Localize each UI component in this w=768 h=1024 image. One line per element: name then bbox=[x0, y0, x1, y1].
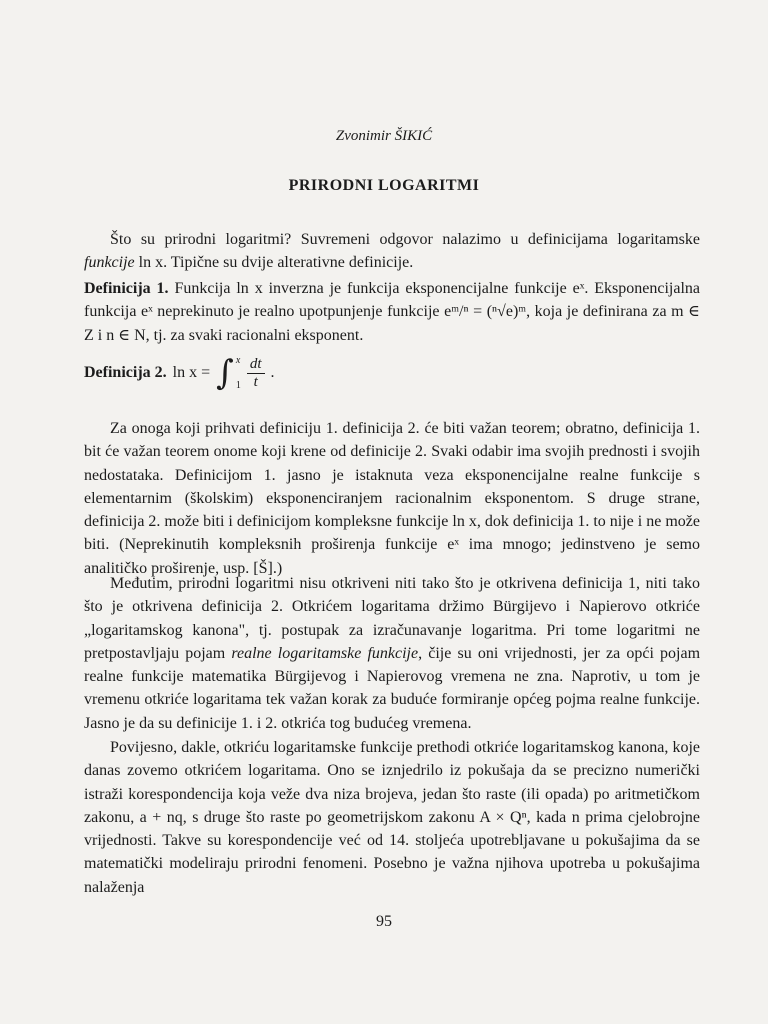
author-name: Zvonimir ŠIKIĆ bbox=[335, 128, 433, 144]
integral-lower-limit: 1 bbox=[235, 380, 241, 391]
intro-emphasis: funkcije bbox=[84, 254, 135, 272]
integrand-fraction bbox=[247, 356, 265, 391]
intro-block bbox=[84, 228, 700, 275]
fraction-numerator: dt bbox=[247, 356, 265, 374]
paragraph-2-before: Međutim, prirodni logaritmi nisu otkriveni niti tako što je otkrivena definicija 1, niti tako što je otkrivena definicija 2. Otkrićem logaritama držimo Bürgijevo i Napierovo otkriće „logaritamskog kanona", tj. postupak za izračunavanje logaritma. Pri tome logaritmi ne pretpostavljaju pojam bbox=[84, 575, 700, 662]
definition-1 bbox=[84, 277, 700, 347]
paragraph-2 bbox=[84, 572, 700, 735]
definition-1-block bbox=[84, 277, 700, 347]
intro-text-before: Što su prirodni logaritmi? Suvremeni odgovor nalazimo u definicijama logaritamske bbox=[110, 231, 700, 248]
page-number: 95 bbox=[376, 913, 392, 930]
intro-paragraph bbox=[84, 228, 700, 275]
intro-text-after: ln x. Tipične su dvije alterativne definicije. bbox=[134, 254, 414, 272]
paragraph-1: Za onoga koji prihvati definiciju 1. definicija 2. će biti važan teorem; obratno, definicija 1. bit će važan teorem onome koji krene od definicije 2. Svaki odabir ima svojih prednosti i svojih nedostataka. Definicijom 1. jasno je istaknuta veza eksponencijalne realne funkcije s elementarnim (školskim) eksponenciranjem racionalnim eksponentom. S druge strane, definicija 2. može biti i definicijom kompleksne funkcije ln x, dok definicija 1. to nije i ne može biti. (Neprekinutih kompleksnih proširenja funkcije eˣ ima mnogo; jedinstveno je semo analitičko proširenje, usp. [Š].) bbox=[84, 420, 700, 577]
definition-1-text: Funkcija ln x inverzna je funkcija eksponencijalne funkcije eˣ. Eksponencijalna funkcija eˣ neprekinuto je realno upotpunjenje funkcije eᵐ/ⁿ = (ⁿ√e)ᵐ, koja je definirana za m ∈ Z i n ∈ N, tj. za svaki racionalni eksponent. bbox=[84, 280, 700, 344]
paragraph-2-after: , čije su oni vrijednosti, jer za opći pojam realne funkcije matematika Bürgijevog i Napierovog vremena ne zna. Naprotiv, u tom je vremenu otkriće logaritama tek važan korak za buduće formiranje općeg pojma realne funkcije. Jasno je da su definicije 1. i 2. otkrića tog budućeg vremena. bbox=[84, 644, 701, 732]
definition-1-label: Definicija 1. bbox=[84, 280, 169, 297]
integral-sign: ∫ bbox=[216, 353, 234, 393]
integral-limits bbox=[236, 355, 241, 391]
article-title: PRIRODNI LOGARITMI bbox=[288, 177, 480, 194]
paragraph-3: Povijesno, dakle, otkriću logaritamske funkcije prethodi otkriće logaritamskog kanona, koje danas zovemo otkrićem logaritama. Ono se iznjedrilo iz pokušaja da se precizno numerički istraži korespondencija koja veže dva niza brojeva, jedan što raste (ili opada) po aritmetičkom zakonu, a + nq, s druge što raste po geometrijskom zakonu A × Qⁿ, kada n prima cjelobrojne vrijednosti. Takve su korespondencije već od 14. stoljeća upotrebljavane u pokušajima da se matematički modeliraju prirodni fenomeni. Posebno je važna njihova upotreba u pokušajima nalaženja bbox=[84, 739, 700, 896]
definition-2-label: Definicija 2. bbox=[84, 364, 167, 381]
integral-upper-limit: x bbox=[235, 355, 241, 366]
paragraph-2-block bbox=[84, 572, 700, 735]
paragraph-3-block bbox=[84, 736, 700, 899]
definition-2-end: . bbox=[270, 364, 275, 381]
fraction-denominator: t bbox=[253, 373, 258, 390]
paragraph-2-emphasis: realne logaritamske funkcije bbox=[231, 644, 419, 662]
definition-2-lhs: ln x = bbox=[172, 364, 211, 381]
definition-2 bbox=[84, 355, 700, 391]
paragraph-1-block bbox=[84, 417, 700, 580]
